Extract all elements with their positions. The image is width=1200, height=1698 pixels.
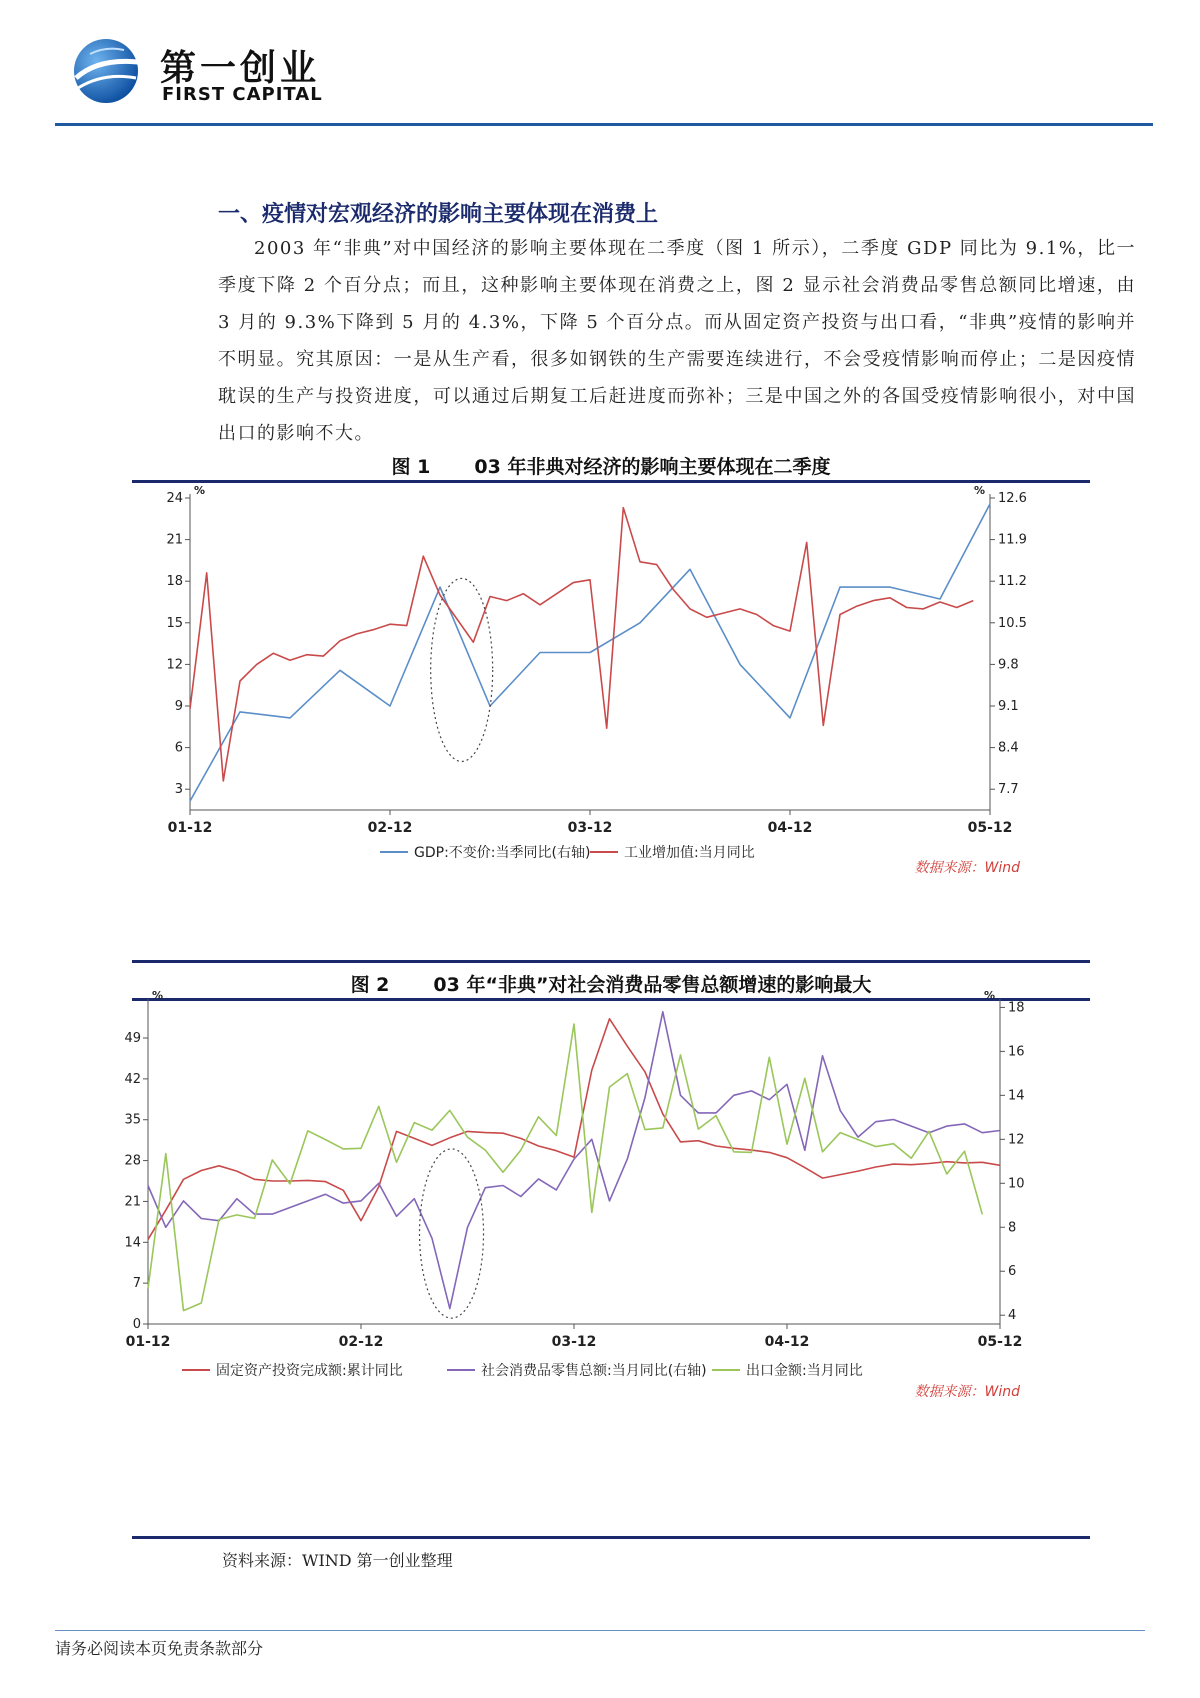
fig2-x-tick-label: 05-12 xyxy=(977,1334,1023,1350)
fig2-right-tick-label: 16 xyxy=(1008,1044,1025,1060)
fig1-right-unit: % xyxy=(974,484,986,497)
fig1-right-tick-label: 9.8 xyxy=(998,657,1019,673)
fig1-right-tick-label: 12.6 xyxy=(998,491,1027,506)
fig2-right-tick-label: 6 xyxy=(1008,1264,1017,1280)
fig1-x-tick-label: 02-12 xyxy=(367,820,413,836)
fig2-left-tick-label: 21 xyxy=(124,1194,141,1210)
figure2-bottom-rule xyxy=(132,1536,1090,1539)
fig2-x-tick-label: 01-12 xyxy=(125,1334,171,1350)
figure1-caption xyxy=(132,452,1090,479)
section-title: 一、疫情对宏观经济的影响主要体现在消费上 xyxy=(218,202,659,227)
footer-divider xyxy=(55,1630,1145,1631)
fig2-x-tick-label: 02-12 xyxy=(338,1334,384,1350)
fig1-left-tick-label: 3 xyxy=(174,782,183,798)
figure2-caption xyxy=(132,970,1090,997)
body-paragraph xyxy=(218,230,1136,452)
fig1-highlight-ellipse xyxy=(431,578,493,761)
fig1-right-tick-label: 9.1 xyxy=(998,699,1019,714)
figure2-title: 03 年“非典”对社会消费品零售总额增速的影响最大 xyxy=(433,974,872,996)
fig1-left-tick-label: 6 xyxy=(174,740,183,756)
fig1-right-tick-label: 7.7 xyxy=(998,782,1019,798)
fig2-right-tick-label: 4 xyxy=(1008,1308,1017,1324)
fig1-left-tick-label: 15 xyxy=(166,615,183,631)
brand-name-cn: 第一创业 xyxy=(160,47,321,89)
fig1-series-line-2 xyxy=(190,508,973,781)
fig2-left-tick-label: 28 xyxy=(124,1153,141,1169)
fig2-left-tick-label: 7 xyxy=(132,1276,141,1292)
figure2-number: 图 2 xyxy=(350,974,390,996)
header-divider xyxy=(55,123,1153,126)
figure1-number: 图 1 xyxy=(391,456,431,478)
figure1-title: 03 年非典对经济的影响主要体现在二季度 xyxy=(474,456,831,478)
fig2-left-tick-label: 14 xyxy=(124,1235,141,1251)
fig1-legend-label-2: 工业增加值:当月同比 xyxy=(624,845,755,861)
fig2-legend-label-1: 固定资产投资完成额:累计同比 xyxy=(216,1363,403,1379)
fig2-right-tick-label: 12 xyxy=(1008,1132,1025,1148)
fig2-left-tick-label: 0 xyxy=(132,1317,141,1332)
fig2-series-line-3 xyxy=(148,1024,982,1311)
fig1-right-tick-label: 8.4 xyxy=(998,740,1019,756)
fig1-left-tick-label: 21 xyxy=(166,532,183,548)
fig1-series-line-1 xyxy=(190,504,990,801)
fig2-left-tick-label: 49 xyxy=(124,1031,141,1047)
fig1-legend-label-1: GDP:不变价:当季同比(右轴) xyxy=(414,845,591,861)
fig2-source: 数据来源：Wind xyxy=(914,1384,1020,1400)
figure1-top-rule xyxy=(132,480,1090,483)
figure2-top-rule xyxy=(132,998,1090,1001)
fig1-left-unit: % xyxy=(194,484,206,497)
fig2-right-tick-label: 10 xyxy=(1008,1176,1025,1192)
fig2-right-tick-label: 8 xyxy=(1008,1220,1017,1236)
fig1-left-tick-label: 18 xyxy=(166,574,183,590)
fig2-x-tick-label: 04-12 xyxy=(764,1334,810,1350)
fig1-source: 数据来源：Wind xyxy=(914,860,1020,876)
fig1-x-tick-label: 03-12 xyxy=(567,820,613,836)
fig1-right-tick-label: 11.2 xyxy=(998,574,1027,590)
fig2-left-unit: % xyxy=(152,989,164,1002)
fig1-right-tick-label: 11.9 xyxy=(998,532,1027,548)
figure2-chart xyxy=(124,989,1090,1534)
fig2-series-line-1 xyxy=(148,1019,1000,1240)
fig1-left-tick-label: 9 xyxy=(174,699,183,714)
fig2-left-tick-label: 42 xyxy=(124,1071,141,1087)
paragraph-text: 2003 年“非典”对中国经济的影响主要体现在二季度（图 1 所示），二季度 GDP 同比为 9.1%，比一季度下降 2 个百分点；而且，这种影响主要体现在消费之上，图 2 显示社会消费品零售总额同比增速，由 3 月的 9.3%下降到 5 月的 4.3%，下降 5 个百分点。而从固定资产投资与出口看，“非典”疫情的影响并不明显。究其原因：一是从生产看，很多如钢铁的生产需要连续进行，不会受疫情影响而停止；二是因疫情耽误的生产与投资进度，可以通过后期复工后赶进度而弥补；三是中国之外的各国受疫情影响很小，对中国出口的影响不大。 xyxy=(218,238,1136,444)
figure1-chart xyxy=(132,484,1090,958)
fig2-x-tick-label: 03-12 xyxy=(551,1334,597,1350)
source-note: 资料来源：WIND 第一创业整理 xyxy=(222,1551,453,1570)
fig2-right-unit: % xyxy=(984,989,996,1002)
fig2-right-tick-label: 14 xyxy=(1008,1088,1025,1104)
fig1-left-tick-label: 12 xyxy=(166,657,183,673)
fig1-x-tick-label: 05-12 xyxy=(967,820,1013,836)
fig2-legend-label-2: 社会消费品零售总额:当月同比(右轴) xyxy=(481,1363,707,1379)
fig2-left-tick-label: 35 xyxy=(124,1112,141,1128)
fig1-x-tick-label: 01-12 xyxy=(167,820,213,836)
brand-name-en: FIRST CAPITAL xyxy=(162,84,323,105)
figure1-bottom-rule xyxy=(132,960,1090,963)
fig1-left-tick-label: 24 xyxy=(166,491,183,506)
footer-disclaimer: 请务必阅读本页免责条款部分 xyxy=(55,1639,264,1658)
fig2-legend-label-3: 出口金额:当月同比 xyxy=(746,1363,863,1379)
fig1-x-tick-label: 04-12 xyxy=(767,820,813,836)
fig2-right-tick-label: 18 xyxy=(1008,1000,1025,1016)
first-capital-logo-icon xyxy=(68,36,144,106)
fig2-series-line-2 xyxy=(148,1012,1000,1309)
fig1-right-tick-label: 10.5 xyxy=(998,615,1027,631)
